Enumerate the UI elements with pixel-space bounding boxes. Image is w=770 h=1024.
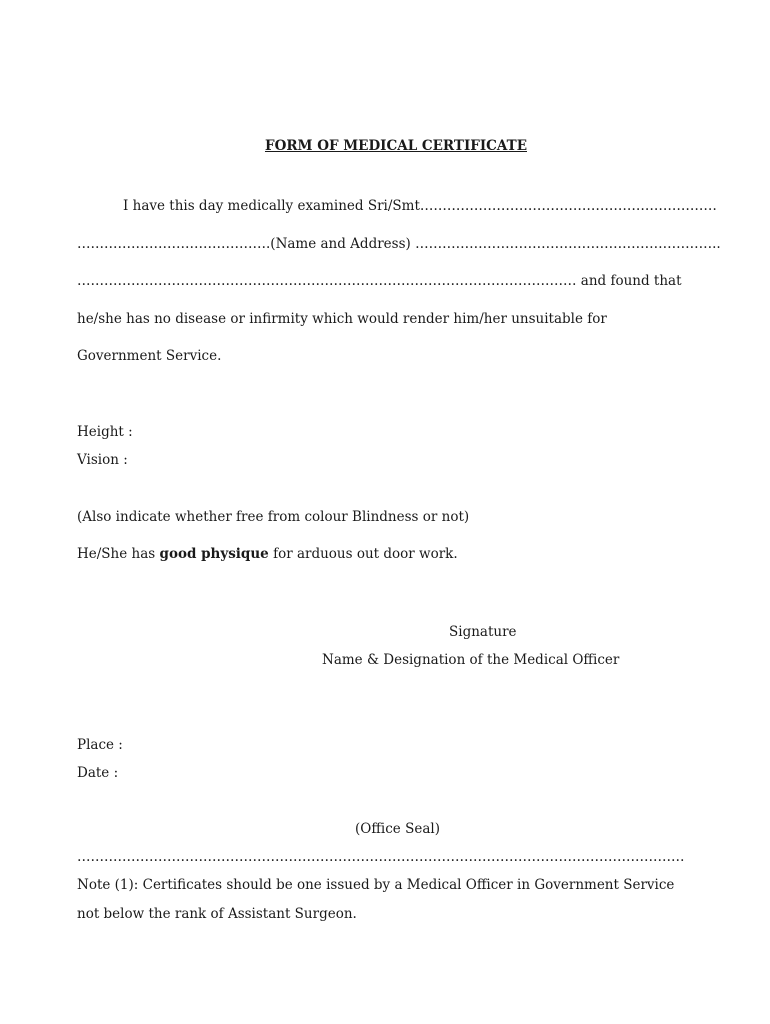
certificate-line-3: [77, 273, 682, 289]
separator-dots: ………………………………………………………………………………………………………………………: [77, 849, 685, 865]
document-title: FORM OF MEDICAL CERTIFICATE: [264, 138, 527, 154]
footer-note-line-2: not below the rank of Assistant Surgeon.: [77, 906, 357, 922]
physique-suffix: for arduous out door work.: [273, 546, 458, 562]
physique-prefix: He/She has: [77, 546, 156, 562]
place-label: Place :: [77, 737, 123, 753]
name-address-dots-left: …………………………………….: [77, 236, 271, 252]
certificate-line-1: [123, 198, 717, 214]
height-label: Height :: [77, 424, 133, 440]
physique-bold: good physique: [159, 546, 269, 562]
examined-text: I have this day medically examined Sri/Smt: [123, 198, 420, 214]
date-label: Date :: [77, 765, 119, 781]
found-that-text: and found that: [580, 273, 682, 289]
footer-note-line-1: Note (1): Certificates should be one issued by a Medical Officer in Government Service: [77, 877, 675, 893]
office-seal-label: (Office Seal): [355, 821, 440, 837]
name-address-label: (Name and Address): [270, 236, 411, 252]
vision-label: Vision :: [77, 452, 128, 468]
name-blank-dots: …………………………………………………………: [419, 198, 717, 214]
signature-label: Signature: [449, 624, 517, 640]
certificate-line-2: [77, 236, 721, 252]
name-address-dots-right: …………………………………………………………..: [415, 236, 721, 252]
officer-designation-label: Name & Designation of the Medical Officer: [322, 652, 620, 668]
colour-blindness-note: (Also indicate whether free from colour Blindness or not): [77, 509, 470, 525]
physique-statement: [77, 546, 458, 562]
address-blank-dots: …………………………………………………………………………………………………: [77, 273, 577, 289]
certificate-line-5: Government Service.: [77, 348, 222, 364]
certificate-line-4: he/she has no disease or infirmity which would render him/her unsuitable for: [77, 311, 607, 327]
